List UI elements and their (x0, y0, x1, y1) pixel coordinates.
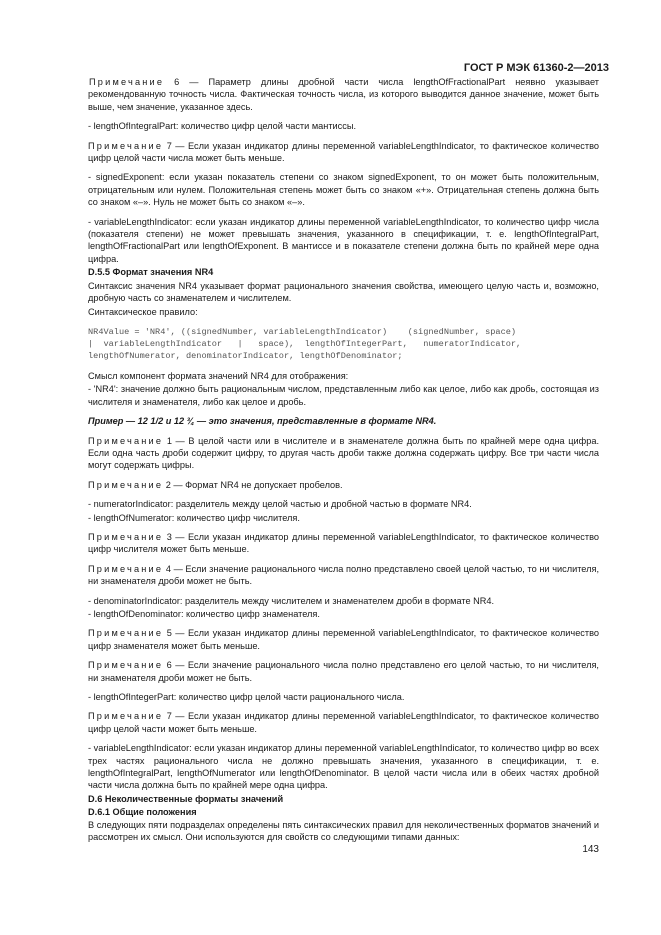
note-label: Примечание (88, 628, 164, 639)
note-text: 6 — Параметр длины дробной части числа lengthOfFractionalPart неявно указывает рекомендованную точность числа. Фактическая точность числа, из которого выводится данное значение, может быть выше, чем значение, указанное здесь. (88, 77, 599, 112)
note-text: 5 — Если указан индикатор длины переменной variableLengthIndicator, то фактическое количество цифр знаменателя может быть меньше. (88, 628, 599, 651)
note-paragraph (88, 140, 599, 165)
note-text: 7 — Если указан индикатор длины переменной variableLengthIndicator, то фактическое количество цифр целой части может быть меньше. (88, 711, 599, 734)
example-paragraph: Пример — 12 1/2 и 12 ¾ — это значения, представленные в формате NR4. (88, 416, 437, 427)
note-label: Примечание (88, 660, 164, 671)
note-label: Примечание (88, 140, 164, 151)
note-paragraph (88, 531, 599, 556)
syntax-rule-code: NR4Value = 'NR4', ((signedNumber, variableLengthIndicator) (signedNumber, space) | variableLengthIndicator | space), lengthOfIntegerPart, numeratorIndicator, lengthOfNumerator, denominatorIndicator, lengthOfDenominator; (88, 326, 522, 361)
list-item: - signedExponent: если указан показатель степени со знаком signedExponent, то он может быть положительным, отрицательным или нулем. Положительная степень может быть со знаком «+». Отрицательная степень должна быть со знаком «–». Нуль не может быть со знаком «–». (88, 172, 599, 208)
note-text: 7 — Если указан индикатор длины переменной variableLengthIndicator, то фактическое количество цифр целой части числа может быть меньше. (88, 140, 599, 164)
note-text: 4 — Если значение рационального числа полно представлено своей целой частью, то ни числителя, ни знаменателя дроби может не быть. (88, 563, 599, 587)
page-content (88, 76, 599, 844)
note-paragraph (88, 710, 599, 735)
section-heading: D.5.5 Формат значения NR4 (88, 267, 214, 278)
document-header: ГОСТ Р МЭК 61360-2—2013 (463, 62, 609, 74)
note-text: 1 — В целой части или в числителе и в знаменателе должна быть по крайней мере одна цифра. Если одна часть дроби содержит цифру, то другая часть дроби также должна содержать цифру. Все три части числа могут содержать цифры. (88, 435, 599, 471)
list-item: - denominatorIndicator: разделитель между числителем и знаменателем дроби в формате NR4. (88, 595, 495, 606)
list-item: - numeratorIndicator: разделитель между целой частью и дробной частью в формате NR4. (88, 499, 472, 510)
note-label: Примечание (89, 77, 165, 87)
note-label: Примечание (88, 563, 164, 574)
note-text: 3 — Если указан индикатор длины переменной variableLengthIndicator, то фактическое количество цифр числителя может быть меньше. (88, 531, 599, 555)
note-label: Примечание (88, 711, 164, 722)
note-paragraph (88, 76, 599, 113)
body-paragraph: Смысл компонент формата значений NR4 для отображения: (88, 370, 349, 381)
note-paragraph (88, 627, 599, 652)
note-label: Примечание (88, 531, 164, 542)
note-paragraph (88, 435, 599, 472)
list-item: - variableLengthIndicator: если указан индикатор длины переменной variableLengthIndicator, то количество цифр во всех трех частях рационального числа не должно превышать значения, указанного в спецификации, т. е. lengthOfIntegralPart, lengthOfNumerator или lengthOfDenominator. В целой части числа или в обеих частях дробной части числа должна быть по крайней мере одна цифра. (88, 743, 599, 791)
note-paragraph (88, 479, 599, 491)
body-paragraph: В следующих пяти подразделах определены пять синтаксических правил для неколичественных форматов значений и рассмотрен их смысл. Они используются для свойств со следующими типами данных: (88, 819, 599, 843)
page-number: 143 (582, 844, 599, 855)
list-item: - lengthOfIntegerPart: количество цифр целой части рационального числа. (88, 692, 405, 703)
list-item: - lengthOfNumerator: количество цифр числителя. (88, 512, 300, 523)
list-item: - variableLengthIndicator: если указан индикатор длины переменной variableLengthIndicator, то количество цифр числа (показателя степени) не может превышать значения, указанного в спецификации, т. е. lengthOfIntegralPart, lengthOfFractionalPart или lengthOfExponent. В мантиссе и в показателе степени должна быть по крайней мере одна цифра. (88, 216, 599, 264)
note-paragraph (88, 563, 599, 588)
note-text: 2 — Формат NR4 не допускает пробелов. (163, 479, 343, 490)
note-paragraph (88, 659, 599, 684)
list-item: - 'NR4': значение должно быть рациональным числом, представленным либо как целое, либо как дробь, состоящая из числителя и знаменателя, либо как целое и дробь. (88, 384, 599, 407)
rule-label: Синтаксическое правило: (88, 306, 198, 317)
note-label: Примечание (88, 435, 164, 446)
body-paragraph: Синтаксис значения NR4 указывает формат рационального значения свойства, имеющего целую часть и, возможно, дробную часть со знаменателем и числителем. (88, 280, 599, 304)
list-item: - lengthOfIntegralPart: количество цифр целой части мантиссы. (88, 121, 357, 132)
subsection-heading: D.6.1 Общие положения (88, 807, 197, 818)
section-heading: D.6 Неколичественные форматы значений (88, 793, 284, 804)
note-text: 6 — Если значение рационального числа полно представлено его целой частью, то ни числителя, ни знаменателя дроби может не быть. (88, 660, 599, 683)
note-label: Примечание (88, 479, 164, 490)
list-item: - lengthOfDenominator: количество цифр знаменателя. (88, 609, 320, 619)
